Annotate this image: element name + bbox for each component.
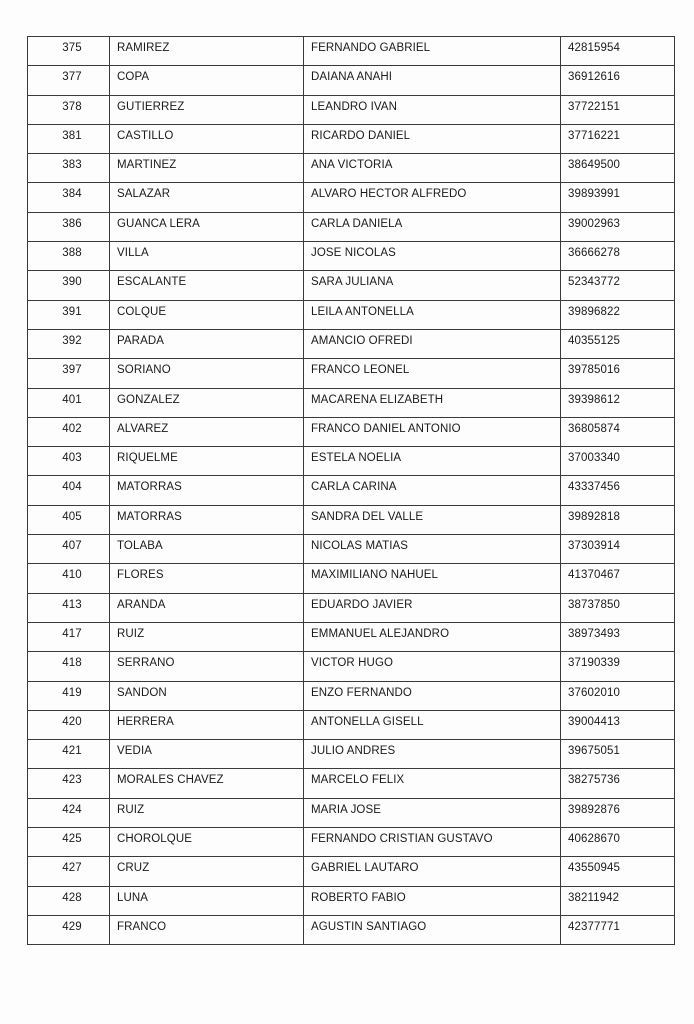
first-name-cell: JULIO ANDRES bbox=[304, 740, 561, 769]
id-number-cell: 39785016 bbox=[561, 359, 675, 388]
row-number-cell: 413 bbox=[28, 593, 110, 622]
last-name-cell: RUIZ bbox=[110, 622, 304, 651]
row-number-cell: 397 bbox=[28, 359, 110, 388]
first-name-cell: ESTELA NOELIA bbox=[304, 447, 561, 476]
row-number-cell: 407 bbox=[28, 535, 110, 564]
table-row bbox=[28, 66, 675, 95]
last-name-cell: ESCALANTE bbox=[110, 271, 304, 300]
first-name-cell: FERNANDO CRISTIAN GUSTAVO bbox=[304, 828, 561, 857]
last-name-cell: RAMIREZ bbox=[110, 37, 304, 66]
first-name-cell: GABRIEL LAUTARO bbox=[304, 857, 561, 886]
table-row bbox=[28, 417, 675, 446]
id-number-cell: 39002963 bbox=[561, 212, 675, 241]
last-name-cell: FLORES bbox=[110, 564, 304, 593]
table-row bbox=[28, 622, 675, 651]
first-name-cell: ALVARO HECTOR ALFREDO bbox=[304, 183, 561, 212]
row-number-cell: 390 bbox=[28, 271, 110, 300]
first-name-cell: FRANCO LEONEL bbox=[304, 359, 561, 388]
row-number-cell: 405 bbox=[28, 505, 110, 534]
first-name-cell: RICARDO DANIEL bbox=[304, 124, 561, 153]
row-number-cell: 421 bbox=[28, 740, 110, 769]
row-number-cell: 384 bbox=[28, 183, 110, 212]
id-number-cell: 38973493 bbox=[561, 622, 675, 651]
row-number-cell: 391 bbox=[28, 300, 110, 329]
first-name-cell: LEANDRO IVAN bbox=[304, 95, 561, 124]
row-number-cell: 404 bbox=[28, 476, 110, 505]
row-number-cell: 388 bbox=[28, 242, 110, 271]
last-name-cell: VEDIA bbox=[110, 740, 304, 769]
last-name-cell: CRUZ bbox=[110, 857, 304, 886]
last-name-cell: COPA bbox=[110, 66, 304, 95]
row-number-cell: 386 bbox=[28, 212, 110, 241]
last-name-cell: MATORRAS bbox=[110, 505, 304, 534]
last-name-cell: ALVAREZ bbox=[110, 417, 304, 446]
last-name-cell: MORALES CHAVEZ bbox=[110, 769, 304, 798]
last-name-cell: ARANDA bbox=[110, 593, 304, 622]
last-name-cell: GUANCA LERA bbox=[110, 212, 304, 241]
roster-table-body bbox=[28, 37, 675, 945]
table-row bbox=[28, 359, 675, 388]
last-name-cell: TOLABA bbox=[110, 535, 304, 564]
table-row bbox=[28, 124, 675, 153]
table-row bbox=[28, 740, 675, 769]
last-name-cell: MARTINEZ bbox=[110, 154, 304, 183]
row-number-cell: 392 bbox=[28, 329, 110, 358]
id-number-cell: 39004413 bbox=[561, 710, 675, 739]
id-number-cell: 38275736 bbox=[561, 769, 675, 798]
last-name-cell: GONZALEZ bbox=[110, 388, 304, 417]
id-number-cell: 38211942 bbox=[561, 886, 675, 915]
first-name-cell: NICOLAS MATIAS bbox=[304, 535, 561, 564]
roster-table bbox=[27, 36, 675, 945]
row-number-cell: 402 bbox=[28, 417, 110, 446]
table-row bbox=[28, 681, 675, 710]
last-name-cell: GUTIERREZ bbox=[110, 95, 304, 124]
first-name-cell: FERNANDO GABRIEL bbox=[304, 37, 561, 66]
table-row bbox=[28, 857, 675, 886]
first-name-cell: CARLA CARINA bbox=[304, 476, 561, 505]
table-row bbox=[28, 798, 675, 827]
row-number-cell: 428 bbox=[28, 886, 110, 915]
id-number-cell: 39675051 bbox=[561, 740, 675, 769]
table-row bbox=[28, 154, 675, 183]
id-number-cell: 37003340 bbox=[561, 447, 675, 476]
table-row bbox=[28, 300, 675, 329]
row-number-cell: 424 bbox=[28, 798, 110, 827]
first-name-cell: ENZO FERNANDO bbox=[304, 681, 561, 710]
table-row bbox=[28, 37, 675, 66]
id-number-cell: 39892876 bbox=[561, 798, 675, 827]
first-name-cell: SANDRA DEL VALLE bbox=[304, 505, 561, 534]
row-number-cell: 427 bbox=[28, 857, 110, 886]
id-number-cell: 37602010 bbox=[561, 681, 675, 710]
first-name-cell: MARIA JOSE bbox=[304, 798, 561, 827]
table-row bbox=[28, 652, 675, 681]
id-number-cell: 36805874 bbox=[561, 417, 675, 446]
id-number-cell: 39892818 bbox=[561, 505, 675, 534]
id-number-cell: 43337456 bbox=[561, 476, 675, 505]
last-name-cell: RUIZ bbox=[110, 798, 304, 827]
id-number-cell: 40355125 bbox=[561, 329, 675, 358]
table-row bbox=[28, 388, 675, 417]
last-name-cell: LUNA bbox=[110, 886, 304, 915]
table-row bbox=[28, 769, 675, 798]
table-row bbox=[28, 505, 675, 534]
id-number-cell: 39896822 bbox=[561, 300, 675, 329]
table-row bbox=[28, 271, 675, 300]
first-name-cell: CARLA DANIELA bbox=[304, 212, 561, 241]
row-number-cell: 375 bbox=[28, 37, 110, 66]
last-name-cell: SERRANO bbox=[110, 652, 304, 681]
row-number-cell: 377 bbox=[28, 66, 110, 95]
table-row bbox=[28, 564, 675, 593]
id-number-cell: 41370467 bbox=[561, 564, 675, 593]
first-name-cell: EMMANUEL ALEJANDRO bbox=[304, 622, 561, 651]
last-name-cell: HERRERA bbox=[110, 710, 304, 739]
table-row bbox=[28, 828, 675, 857]
first-name-cell: ANTONELLA GISELL bbox=[304, 710, 561, 739]
row-number-cell: 425 bbox=[28, 828, 110, 857]
id-number-cell: 52343772 bbox=[561, 271, 675, 300]
last-name-cell: CHOROLQUE bbox=[110, 828, 304, 857]
row-number-cell: 419 bbox=[28, 681, 110, 710]
row-number-cell: 410 bbox=[28, 564, 110, 593]
last-name-cell: RIQUELME bbox=[110, 447, 304, 476]
first-name-cell: DAIANA ANAHI bbox=[304, 66, 561, 95]
first-name-cell: LEILA ANTONELLA bbox=[304, 300, 561, 329]
table-row bbox=[28, 476, 675, 505]
row-number-cell: 403 bbox=[28, 447, 110, 476]
id-number-cell: 36666278 bbox=[561, 242, 675, 271]
first-name-cell: FRANCO DANIEL ANTONIO bbox=[304, 417, 561, 446]
first-name-cell: AGUSTIN SANTIAGO bbox=[304, 915, 561, 944]
id-number-cell: 39893991 bbox=[561, 183, 675, 212]
last-name-cell: SANDON bbox=[110, 681, 304, 710]
first-name-cell: SARA JULIANA bbox=[304, 271, 561, 300]
table-row bbox=[28, 212, 675, 241]
id-number-cell: 38649500 bbox=[561, 154, 675, 183]
first-name-cell: ANA VICTORIA bbox=[304, 154, 561, 183]
table-row bbox=[28, 447, 675, 476]
last-name-cell: SORIANO bbox=[110, 359, 304, 388]
last-name-cell: CASTILLO bbox=[110, 124, 304, 153]
table-row bbox=[28, 535, 675, 564]
first-name-cell: AMANCIO OFREDI bbox=[304, 329, 561, 358]
first-name-cell: ROBERTO FABIO bbox=[304, 886, 561, 915]
first-name-cell: VICTOR HUGO bbox=[304, 652, 561, 681]
id-number-cell: 37722151 bbox=[561, 95, 675, 124]
id-number-cell: 36912616 bbox=[561, 66, 675, 95]
id-number-cell: 37190339 bbox=[561, 652, 675, 681]
id-number-cell: 39398612 bbox=[561, 388, 675, 417]
id-number-cell: 43550945 bbox=[561, 857, 675, 886]
table-row bbox=[28, 329, 675, 358]
row-number-cell: 423 bbox=[28, 769, 110, 798]
row-number-cell: 378 bbox=[28, 95, 110, 124]
id-number-cell: 42377771 bbox=[561, 915, 675, 944]
last-name-cell: COLQUE bbox=[110, 300, 304, 329]
id-number-cell: 42815954 bbox=[561, 37, 675, 66]
last-name-cell: PARADA bbox=[110, 329, 304, 358]
id-number-cell: 37303914 bbox=[561, 535, 675, 564]
row-number-cell: 420 bbox=[28, 710, 110, 739]
first-name-cell: MARCELO FELIX bbox=[304, 769, 561, 798]
row-number-cell: 418 bbox=[28, 652, 110, 681]
id-number-cell: 38737850 bbox=[561, 593, 675, 622]
table-row bbox=[28, 242, 675, 271]
row-number-cell: 401 bbox=[28, 388, 110, 417]
last-name-cell: FRANCO bbox=[110, 915, 304, 944]
table-row bbox=[28, 710, 675, 739]
table-row bbox=[28, 95, 675, 124]
first-name-cell: JOSE NICOLAS bbox=[304, 242, 561, 271]
table-row bbox=[28, 915, 675, 944]
table-row bbox=[28, 593, 675, 622]
row-number-cell: 417 bbox=[28, 622, 110, 651]
table-row bbox=[28, 183, 675, 212]
last-name-cell: MATORRAS bbox=[110, 476, 304, 505]
first-name-cell: MAXIMILIANO NAHUEL bbox=[304, 564, 561, 593]
row-number-cell: 429 bbox=[28, 915, 110, 944]
table-row bbox=[28, 886, 675, 915]
row-number-cell: 383 bbox=[28, 154, 110, 183]
row-number-cell: 381 bbox=[28, 124, 110, 153]
last-name-cell: SALAZAR bbox=[110, 183, 304, 212]
last-name-cell: VILLA bbox=[110, 242, 304, 271]
first-name-cell: MACARENA ELIZABETH bbox=[304, 388, 561, 417]
id-number-cell: 40628670 bbox=[561, 828, 675, 857]
first-name-cell: EDUARDO JAVIER bbox=[304, 593, 561, 622]
id-number-cell: 37716221 bbox=[561, 124, 675, 153]
